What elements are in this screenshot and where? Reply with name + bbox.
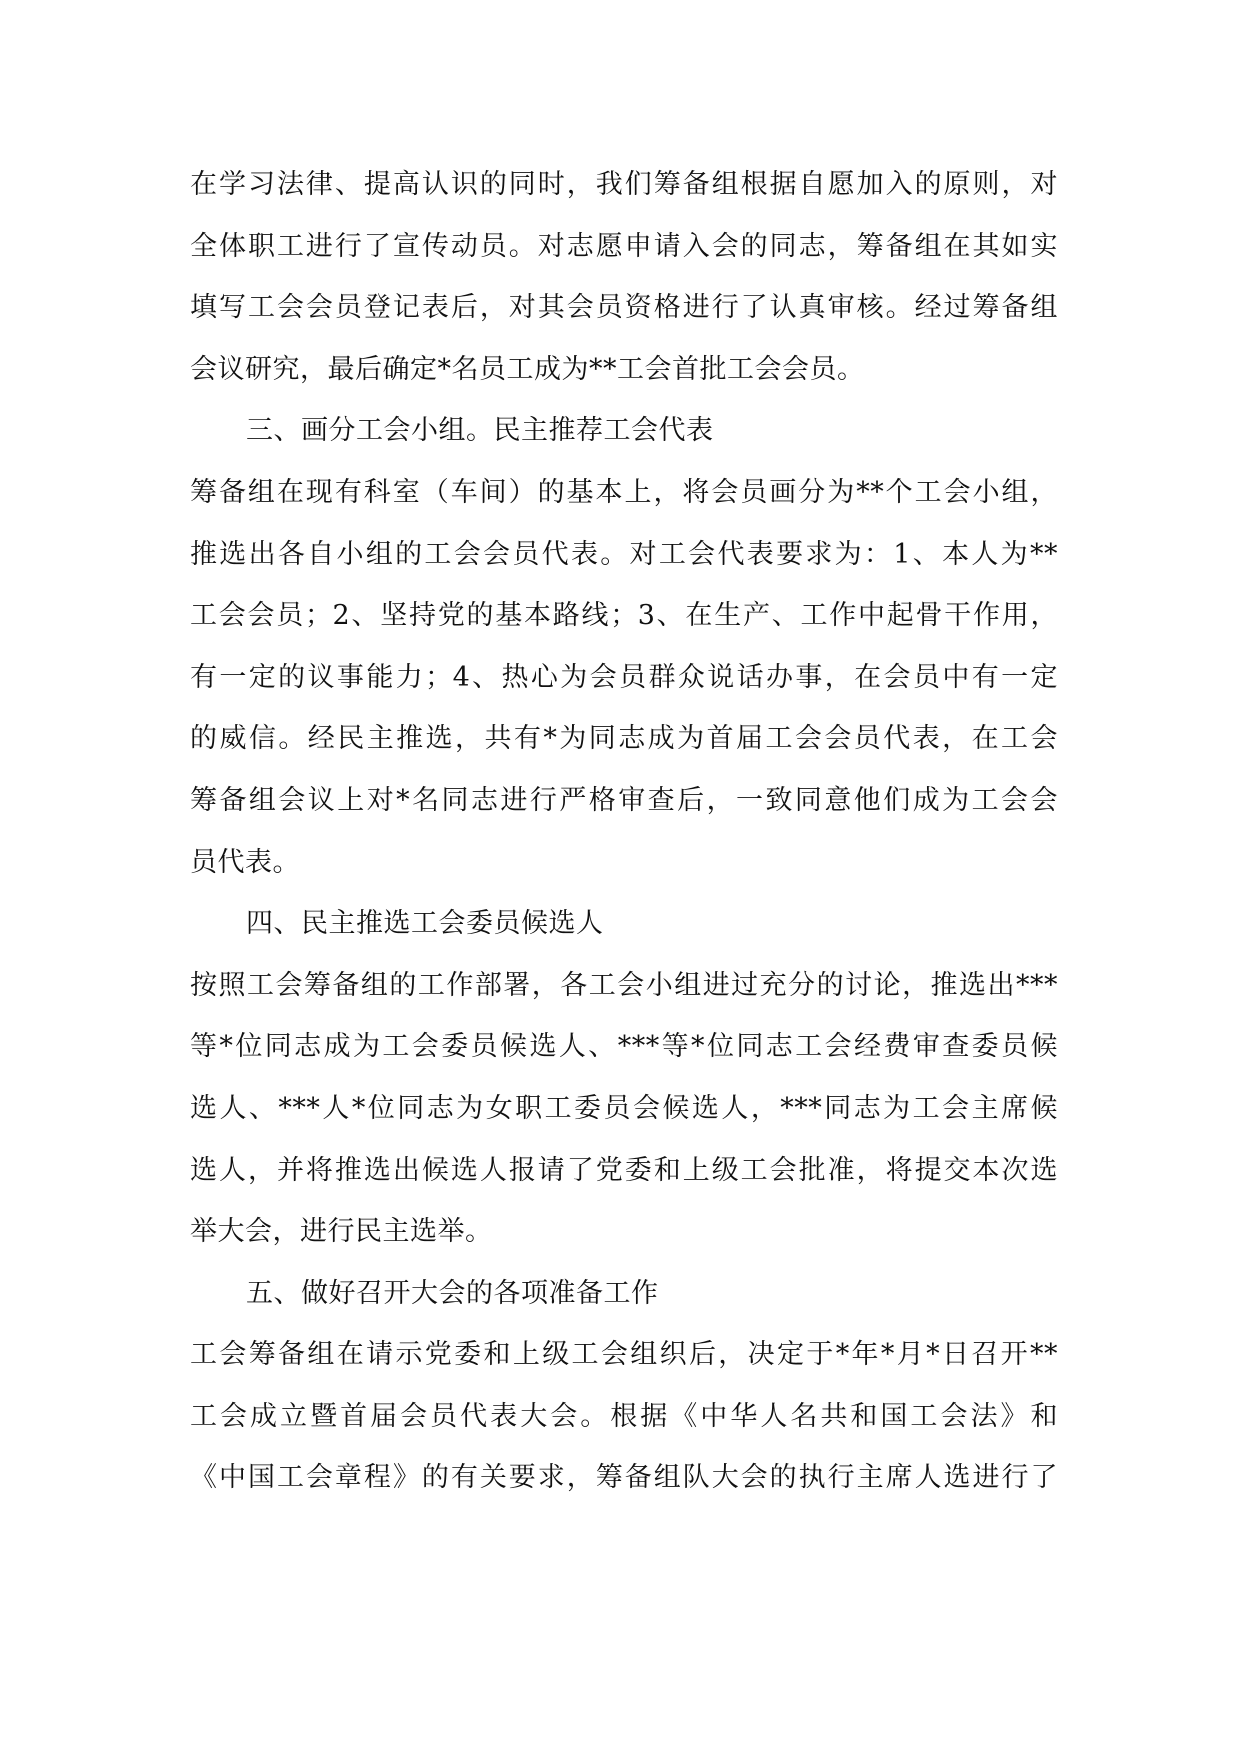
section-heading: 四、民主推选工会委员候选人 [246,908,604,940]
paragraph-line: 选人，并将推选出候选人报请了党委和上级工会批准，将提交本次选 [190,1154,1058,1186]
paragraph-line: 举大会，进行民主选举。 [190,1216,493,1248]
paragraph-line: 推选出各自小组的工会会员代表。对工会代表要求为：1、本人为** [190,538,1058,570]
paragraph-line: 工会会员；2、坚持党的基本路线；3、在生产、工作中起骨干作用， [190,600,1058,632]
paragraph-line: 按照工会筹备组的工作部署，各工会小组进过充分的讨论，推选出*** [190,969,1058,1001]
paragraph-line: 筹备组在现有科室（车间）的基本上，将会员画分为**个工会小组， [190,476,1058,508]
paragraph-line: 《中国工会章程》的有关要求，筹备组队大会的执行主席人选进行了 [190,1462,1058,1494]
paragraph-line: 会议研究，最后确定*名员工成为**工会首批工会会员。 [190,353,865,385]
paragraph-line: 工会成立暨首届会员代表大会。根据《中华人名共和国工会法》和 [190,1400,1058,1432]
paragraph-line: 有一定的议事能力；4、热心为会员群众说话办事，在会员中有一定 [190,661,1058,693]
section-heading: 五、做好召开大会的各项准备工作 [246,1277,659,1309]
paragraph-line: 工会筹备组在请示党委和上级工会组织后，决定于*年*月*日召开** [190,1339,1058,1371]
paragraph-line: 全体职工进行了宣传动员。对志愿申请入会的同志，筹备组在其如实 [190,230,1058,262]
paragraph-line: 填写工会会员登记表后，对其会员资格进行了认真审核。经过筹备组 [190,292,1058,324]
paragraph-line: 的威信。经民主推选，共有*为同志成为首届工会会员代表，在工会 [190,723,1058,755]
paragraph-line: 员代表。 [190,846,300,878]
paragraph-line: 在学习法律、提高认识的同时，我们筹备组根据自愿加入的原则，对 [190,169,1058,200]
document-body [190,154,1058,1509]
section-heading: 三、画分工会小组。民主推荐工会代表 [246,415,714,447]
paragraph-line: 筹备组会议上对*名同志进行严格审查后，一致同意他们成为工会会 [190,784,1058,816]
paragraph-line: 选人、***人*位同志为女职工委员会候选人，***同志为工会主席候 [190,1092,1058,1124]
paragraph-line: 等*位同志成为工会委员候选人、***等*位同志工会经费审查委员候 [190,1031,1058,1063]
